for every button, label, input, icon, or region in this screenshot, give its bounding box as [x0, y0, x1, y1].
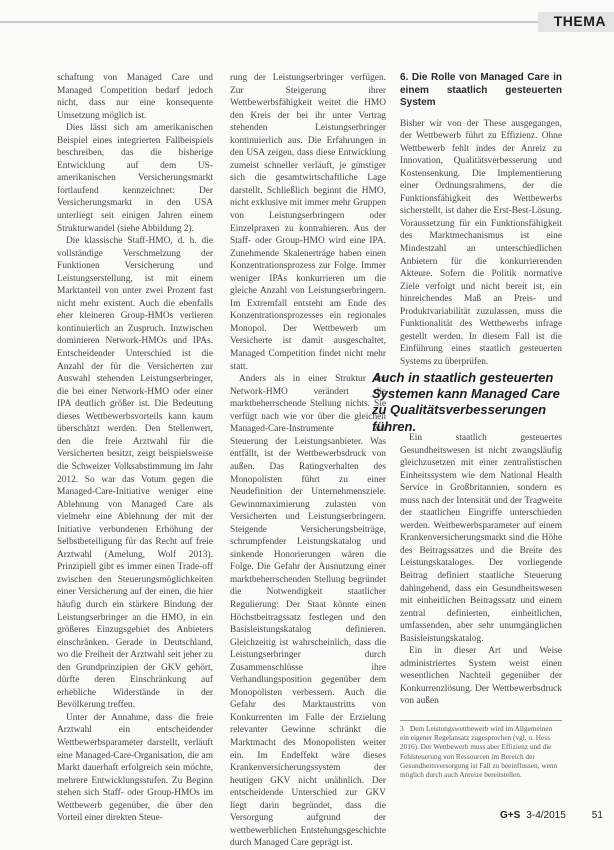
- paragraph: Die klassische Staff-HMO, d. h. die vollständige Verschmelzung der Funktionen Versicherung und Leistungserstellung, ist mit einem Marktanteil von unter zwei Prozent fast nicht mehr existent. Auch die ebenfalls eher kleineren Group-HMOs verlieren kontinuierlich an Zuspruch. Inzwischen dominieren Network-HMOs und IPAs. Entscheidender Unterschied ist die Anzahl der für die Versicherten zur Auswahl stehenden Leistungserbringer, die bei einer Network-HMO oder einer IPA deutlich größer ist. Die Bedeutung dieses Wettbewerbsvorteils kann kaum überschätzt werden. Den Stellenwert, den die freie Arztwahl für die Versicherten besitzt, zeigt beispielsweise die Schweizer Volksabstimmung im Jahr 2012. So war das Votum gegen die Managed-Care-Initiative weniger eine Ablehnung von Managed Care als vielmehr eine Ablehnung der mit der Initiative verbundenen Erhöhung der Selbstbeteiligung für das Recht auf freie Arztwahl (Amelung, Wolf 2013). Prinzipiell gibt es immer einen Trade-off zwischen den Steuerungsmöglichkeiten einer Versicherung auf der einen, die hier häufig durch ein stärkere Bindung der Leistungserbringer an die HMO, in ein größeres Einzugsgebiet des Anbieters einschränken. Gerade in Deutschland, wo die Freiheit der Arztwahl seit jeher zu den Grundprinzipien der GKV gehört, dürfte deren Einschränkung auf erhebliche Widerstände in der Bevölkerung treffen.: [57, 236, 213, 711]
- paragraph: Anders als in einer Struktur der Network-HMO verändert die marktbeherrschende Stellung nichts. Sie verfügt nach wie vor über die gleichen Managed-Care-Instrumente zur Steuerung der Leistungsanbieter. Was entfällt, ist der Wettbewerbsdruck von außen. Das Ratingverhalten des Monopolisten führt zu einer Neudefinition der Unternehmensziele. Gewinnmaximierung zulasten von Versicherten und Leistungserbringern. Steigende Versicherungsbeiträge, schrumpfender Leistungskatalog und sinkende Honorierungen wären die Folge. Die Gefahr der Ausnutzung einer marktbeherrschenden Stellung begründet die Notwendigkeit staatlicher Regulierung: Der Staat könnte einen Höchstbeitragssatz festlegen und den Basisleistungskatalog definieren. Gleichzeitig ist wahrscheinlich, dass die Leistungserbringer durch Zusammenschlüsse ihre Verhandlungsposition gegenüber dem Monopolisten verbessern. Auch die Gefahr des Marktaustritts von Konkurrenten im Falle der Erzielung relevanter Gewinne schränkt die Marktmacht des Monopolisten weiter ein. Im Endeffekt wäre dieses Krankenversicherungssystem der heutigen GKV nicht unähnlich. Der entscheidende Unterschied zur GKV liegt darin begründet, dass die Versorgung aufgrund der wettbewerblichen Entstehungsgeschichte durch Managed Care geprägt ist.: [230, 374, 386, 849]
- page-number: 51: [591, 810, 603, 821]
- paragraph: schaftung von Managed Care und Managed Competition bedarf jedoch nicht, dass nur eine konsequente Umsetzung möglich ist.: [57, 73, 213, 121]
- pull-quote: Auch in staatlich gesteuerten Systemen kann Managed Care zu Qualitätsverbesserungen führen.: [372, 370, 560, 434]
- paragraph: Unter der Annahme, dass die freie Arztwahl ein entscheidender Wettbewerbsparameter darstellt, verläuft eine Managed-Care-Organisation, die am Markt dauerhaft erfolgreich sein möchte, mehrere Entwicklungsstufen. Zu Beginn stehen sich Staff- oder Group-HMOs im Wettbewerb gegenüber, die über den Vorteil einer direkten Steue-: [57, 712, 213, 824]
- header-rule: [0, 21, 544, 23]
- paragraph: Bisher wir von der These ausgegangen, der Wettbewerb führt zu Effizienz. Ohne Wettbewerb fehlt indes der Anreiz zu Innovation, Qualitätsverbesserung und Kostensenkung. Die Implementierung einer Ordnungsrahmens, der die Funktionsfähigkeit des Wettbewerbs sicherstellt, ist daher die Erst-Best-Lösung. Voraussetzung für ein Funktionsfähigkeit des Marktmechanismus ist eine Mindestzahl an unterschiedlichen Anbietern für die konkurrierenden Akteure. Sofern die Politik normative Ziele verfolgt und nicht bereit ist, ein hinreichendes Maß an Preis- und Produktvariabilität zuzulassen, muss die Funktionalität des Wettbewerbs infrage gestellt werden. In diesem Fall ist die Einführung eines staatlich gesteuerten Systems zu überprüfen.: [400, 118, 562, 367]
- footnote: [400, 724, 562, 779]
- column-3-top: [400, 72, 562, 368]
- paragraph: Ein in dieser Art und Weise administriertes System weist einen wesentlichen Nachteil gegenüber der Konkurrenzlösung. Der Wettbewerbsdruck von außen: [400, 646, 562, 707]
- journal-brand: G+S: [500, 810, 521, 821]
- paragraph: Ein staatlich gesteuertes Gesundheitswesen ist nicht zwangsläufig gleichzusetzen mit einer zentralistischen Einheitssystem wie dem National Health Service in Großbritannien, sondern es muss nach der Intensität und der Tragweite der staatlichen Eingriffe unterschieden werden. Weitbewerbsparameter auf einem Krankenversicherungsmarkt sind die Höhe des Beitragssatzes und die Breite des Leistungskataloges. Der vorliegende Beitrag definiert staatliche Steuerung dahingehend, dass ein Gesundheitswesen mit einheitlichen Beitragssatz und einem zentral definierten, einheitlichen, umfassenden, aber sehr unumgänglichen Basisleistungskatalog.: [400, 433, 562, 644]
- paragraph: Dies lässt sich am amerikanischen Beispiel eines integrierten Fallbeispiels beschreiben, das die bisherige Entwicklung auf dem US-amerikanischen Versicherungsmarkt fortlaufend kennzeichnet: Der Versicherungsmarkt in den USA unterliegt seit einigen Jahren einem Strukturwandel (siehe Abbildung 2).: [57, 123, 213, 234]
- issue-number: 3-4/2015: [526, 810, 566, 821]
- footnote-text: Dem Leistungswettbewerb wird im Allgemeinen ein eigener Regelansatz zugesprochen (vgl. u. Hess 2016). Der Wettbewerb muss aber Effizienz und die Fehlsteuerung von Ressourcen im Bereich der Gesundheitsversorgung ist Fall zu beeinflussen, wenn möglich durch auch Anreize bereitstellen.: [400, 724, 558, 780]
- paragraph: rung der Leistungserbringer verfügen. Zur Steigerung ihrer Wettbewerbsfähigkeit weitet die HMO den Kreis der bei ihr unter Vertrag stehenden Leistungserbringer kontinuierlich aus. Die Erfahrungen in den USA zeigen, dass diese Entwicklung zumeist schneller verläuft, je günstiger sich die gesamtwirtschaftliche Lage darstellt. Schließlich beginnt die HMO, nicht exklusive mit immer mehr Gruppen von Leistungserbringern oder Einzelpraxen zu kontrahieren. Aus der Staff- oder Group-HMO wird eine IPA. Zunehmende Skalenerträge haben einen Konzentrationsprozess zur Folge. Immer weniger IPAs konkurrieren um die gleiche Anzahl von Leistungserbringern. Im Extremfall entsteht am Ende des Konzentrationsprozesses ein regionales Monopol. Der Wettbewerb um Versicherte ist damit ausgeschaltet, Managed Competition findet nicht mehr statt.: [230, 73, 386, 372]
- section-heading: 6. Die Rolle von Managed Care in einem staatlich gesteuerten System: [400, 72, 562, 108]
- column-1: [57, 72, 213, 825]
- footnote-number: 3: [400, 724, 404, 733]
- footnote-rule: [400, 720, 562, 721]
- page-footer: [500, 810, 603, 821]
- section-label: THEMA: [553, 13, 606, 29]
- column-2: [230, 72, 386, 850]
- section-header-band: [0, 10, 614, 34]
- column-3-bottom: [400, 432, 562, 708]
